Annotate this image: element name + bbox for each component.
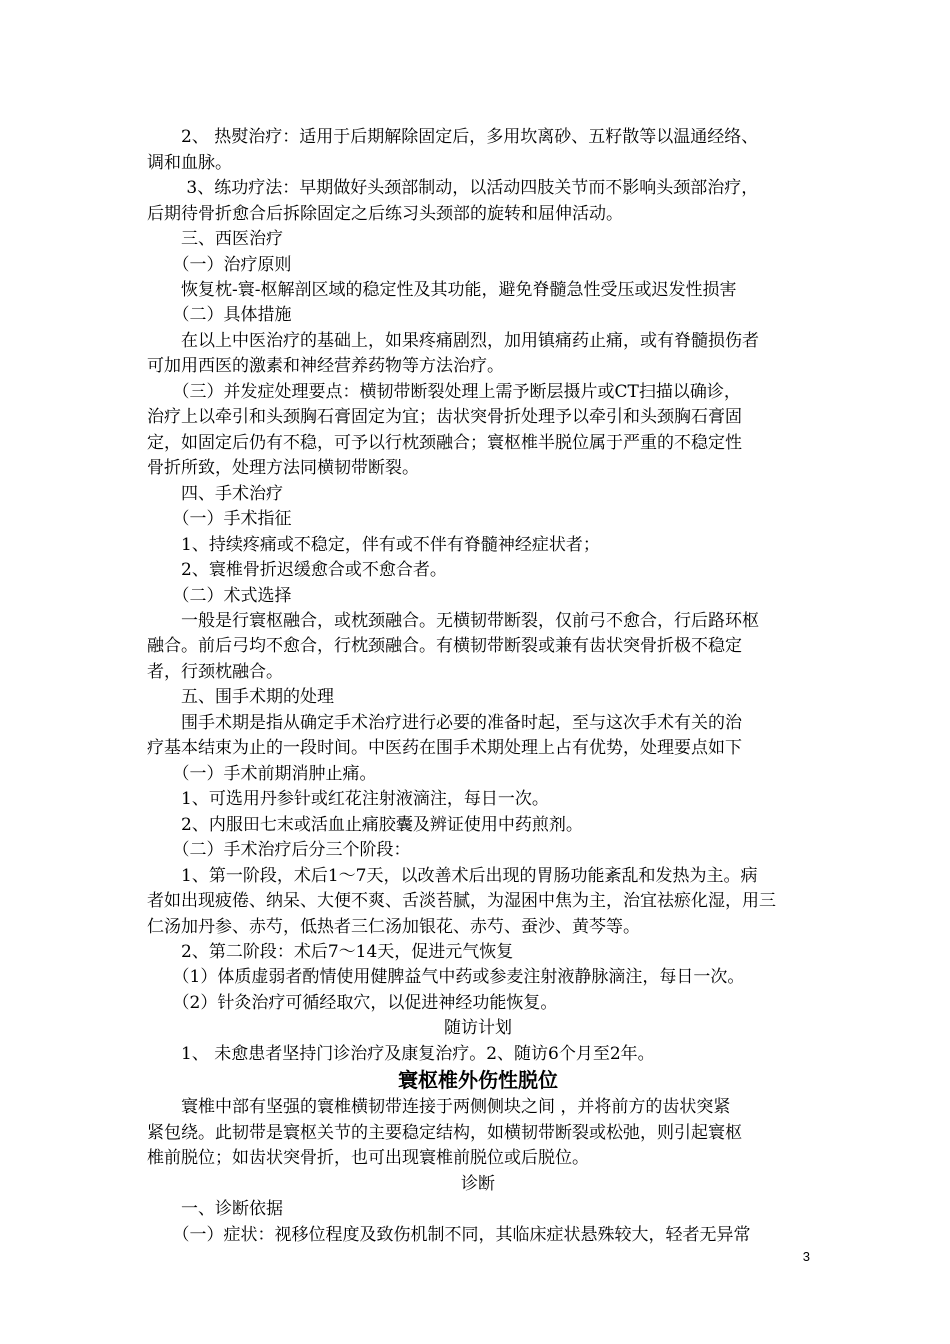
text-line: 者如出现疲倦、纳呆、大便不爽、舌淡苔腻，为湿困中焦为主，治宜祛瘀化湿，用三 xyxy=(147,891,776,911)
text-line: 2、内服田七末或活血止痛胶囊及辨证使用中药煎剂。 xyxy=(147,815,583,835)
subsection-heading: （二）具体措施 xyxy=(147,305,292,325)
subsection-heading: （一）治疗原则 xyxy=(147,255,292,275)
section-heading-centered: 随访计划 xyxy=(444,1018,512,1038)
section-heading-centered: 诊断 xyxy=(461,1174,495,1194)
text-line: 1、 未愈患者坚持门诊治疗及康复治疗。2、随访6个月至2年。 xyxy=(147,1044,655,1064)
subsection-heading: （二）手术治疗后分三个阶段： xyxy=(147,840,411,860)
text-line: 后期待骨折愈合后拆除固定之后练习头颈部的旋转和屈伸活动。 xyxy=(147,204,623,224)
text-line: 寰椎中部有坚强的寰椎横韧带连接于两侧侧块之间 ，并将前方的齿状突紧 xyxy=(147,1097,731,1117)
page-number: 3 xyxy=(802,1249,810,1264)
text-line: 治疗上以牵引和头颈胸石膏固定为宜；齿状突骨折处理予以牵引和头颈胸石膏固 xyxy=(147,407,742,427)
section-heading: 三、西医治疗 xyxy=(147,229,283,249)
text-line: 1、持续疼痛或不稳定，伴有或不伴有脊髓神经症状者； xyxy=(147,535,600,555)
text-line: 在以上中医治疗的基础上，如果疼痛剧烈，加用镇痛药止痛，或有脊髓损伤者 xyxy=(147,331,759,351)
subsection-heading: （一）手术前期消肿止痛。 xyxy=(147,764,377,784)
text-line: 1、可选用丹参针或红花注射液滴注，每日一次。 xyxy=(147,789,549,809)
text-line: 2、寰椎骨折迟缓愈合或不愈合者。 xyxy=(147,560,447,580)
text-line: 融合。前后弓均不愈合，行枕颈融合。有横韧带断裂或兼有齿状突骨折极不稳定 xyxy=(147,636,742,656)
text-line: 定，如固定后仍有不稳，可予以行枕颈融合；寰枢椎半脱位属于严重的不稳定性 xyxy=(147,433,742,453)
chapter-title: 寰枢椎外伤性脱位 xyxy=(398,1068,558,1092)
text-line: 骨折所致，处理方法同横韧带断裂。 xyxy=(147,458,419,478)
text-line: （一）症状：视移位程度及致伤机制不同，其临床症状悬殊较大，轻者无异常 xyxy=(147,1225,751,1245)
text-line: 调和血脉。 xyxy=(147,153,232,173)
text-line: （三）并发症处理要点：横韧带断裂处理上需予断层摄片或CT扫描以确诊， xyxy=(147,382,741,402)
text-line: 仁汤加丹参、赤芍，低热者三仁汤加银花、赤芍、蚕沙、黄芩等。 xyxy=(147,917,640,937)
text-line: 围手术期是指从确定手术治疗进行必要的准备时起，至与这次手术有关的治 xyxy=(147,713,742,733)
text-line: 紧包绕。此韧带是寰枢关节的主要稳定结构，如横韧带断裂或松弛，则引起寰枢 xyxy=(147,1123,742,1143)
text-line: 疗基本结束为止的一段时间。中医药在围手术期处理上占有优势，处理要点如下 xyxy=(147,738,742,758)
text-line: 椎前脱位；如齿状突骨折，也可出现寰椎前脱位或后脱位。 xyxy=(147,1148,589,1168)
text-line: 2、 热熨治疗：适用于后期解除固定后，多用坎离砂、五籽散等以温通经络、 xyxy=(147,127,759,147)
text-line: （1）体质虚弱者酌情使用健脾益气中药或参麦注射液静脉滴注，每日一次。 xyxy=(147,967,745,987)
section-heading: 四、手术治疗 xyxy=(147,484,283,504)
section-heading: 一、诊断依据 xyxy=(147,1199,283,1219)
text-line: 3、练功疗法：早期做好头颈部制动，以活动四肢关节而不影响头颈部治疗， xyxy=(147,178,759,198)
text-line: 恢复枕-寰-枢解剖区域的稳定性及其功能，避免脊髓急性受压或迟发性损害 xyxy=(147,280,737,300)
subsection-heading: （一）手术指征 xyxy=(147,509,292,529)
text-line: 1、第一阶段，术后1～7天，以改善术后出现的胃肠功能紊乱和发热为主。病 xyxy=(147,866,758,886)
text-line: （2）针灸治疗可循经取穴，以促进神经功能恢复。 xyxy=(147,993,558,1013)
section-heading: 五、围手术期的处理 xyxy=(147,687,334,707)
text-line: 可加用西医的激素和神经营养药物等方法治疗。 xyxy=(147,356,504,376)
subsection-heading: （二）术式选择 xyxy=(147,586,292,606)
text-line: 一般是行寰枢融合，或枕颈融合。无横韧带断裂，仅前弓不愈合，行后路环枢 xyxy=(147,611,759,631)
text-line: 2、第二阶段：术后7～14天，促进元气恢复 xyxy=(147,942,514,962)
text-line: 者，行颈枕融合。 xyxy=(147,662,283,682)
